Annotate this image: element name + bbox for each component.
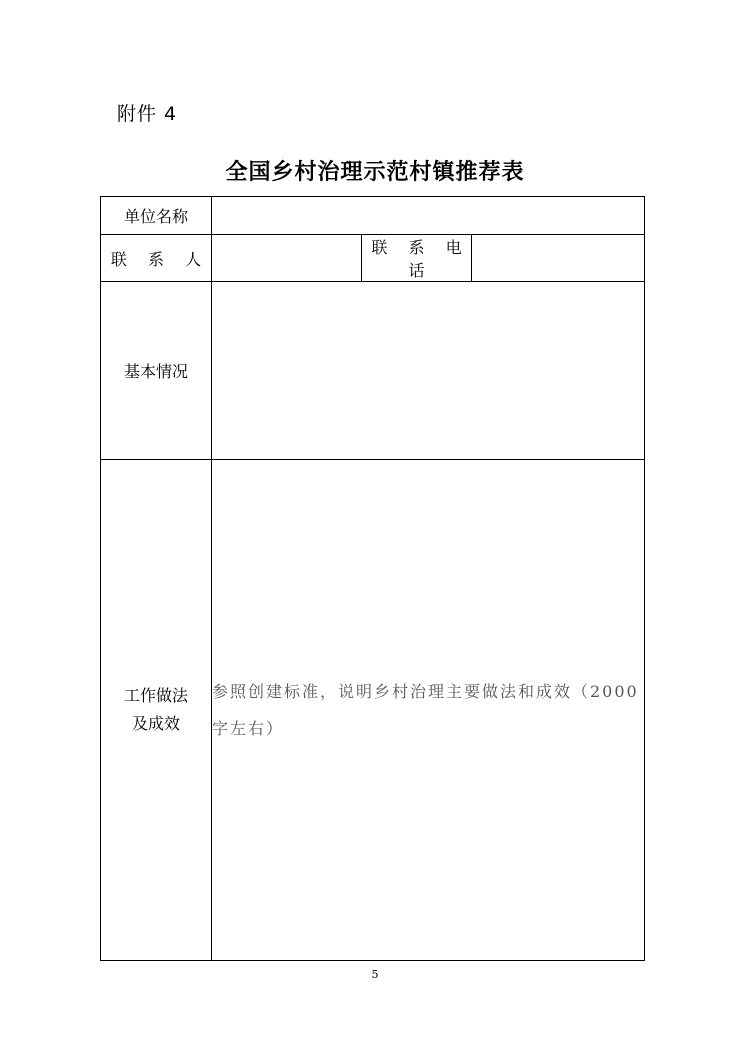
contact-person-field[interactable] <box>212 235 362 282</box>
page-number: 5 <box>371 968 379 981</box>
work-row <box>101 460 645 961</box>
form-title: 全国乡村治理示范村镇推荐表 <box>225 159 525 185</box>
basic-info-label-cell <box>101 282 212 460</box>
work-label-cell <box>101 460 212 961</box>
work-label-line1: 工作做法 <box>123 686 188 705</box>
unit-name-label-cell <box>101 197 212 235</box>
work-instruction-note: 参照创建标准，说明乡村治理主要做法和成效（2000字左右） <box>212 682 639 738</box>
work-field[interactable] <box>212 460 645 961</box>
basic-info-field[interactable] <box>212 282 645 460</box>
unit-name-field[interactable] <box>212 197 645 235</box>
work-label-line2: 及成效 <box>131 714 180 733</box>
unit-name-label: 单位名称 <box>123 207 188 226</box>
contact-phone-label: 联 系 电 话 <box>371 238 470 280</box>
contact-person-label-cell <box>101 235 212 282</box>
contact-phone-label-cell <box>362 235 472 282</box>
basic-info-label: 基本情况 <box>123 362 188 381</box>
recommendation-form <box>100 196 645 961</box>
contact-phone-field[interactable] <box>472 235 645 282</box>
basic-info-row <box>101 282 645 460</box>
attachment-label: 附件 4 <box>117 103 178 125</box>
unit-name-row <box>101 197 645 235</box>
contact-row <box>101 235 645 282</box>
contact-person-label: 联 系 人 <box>110 249 210 269</box>
